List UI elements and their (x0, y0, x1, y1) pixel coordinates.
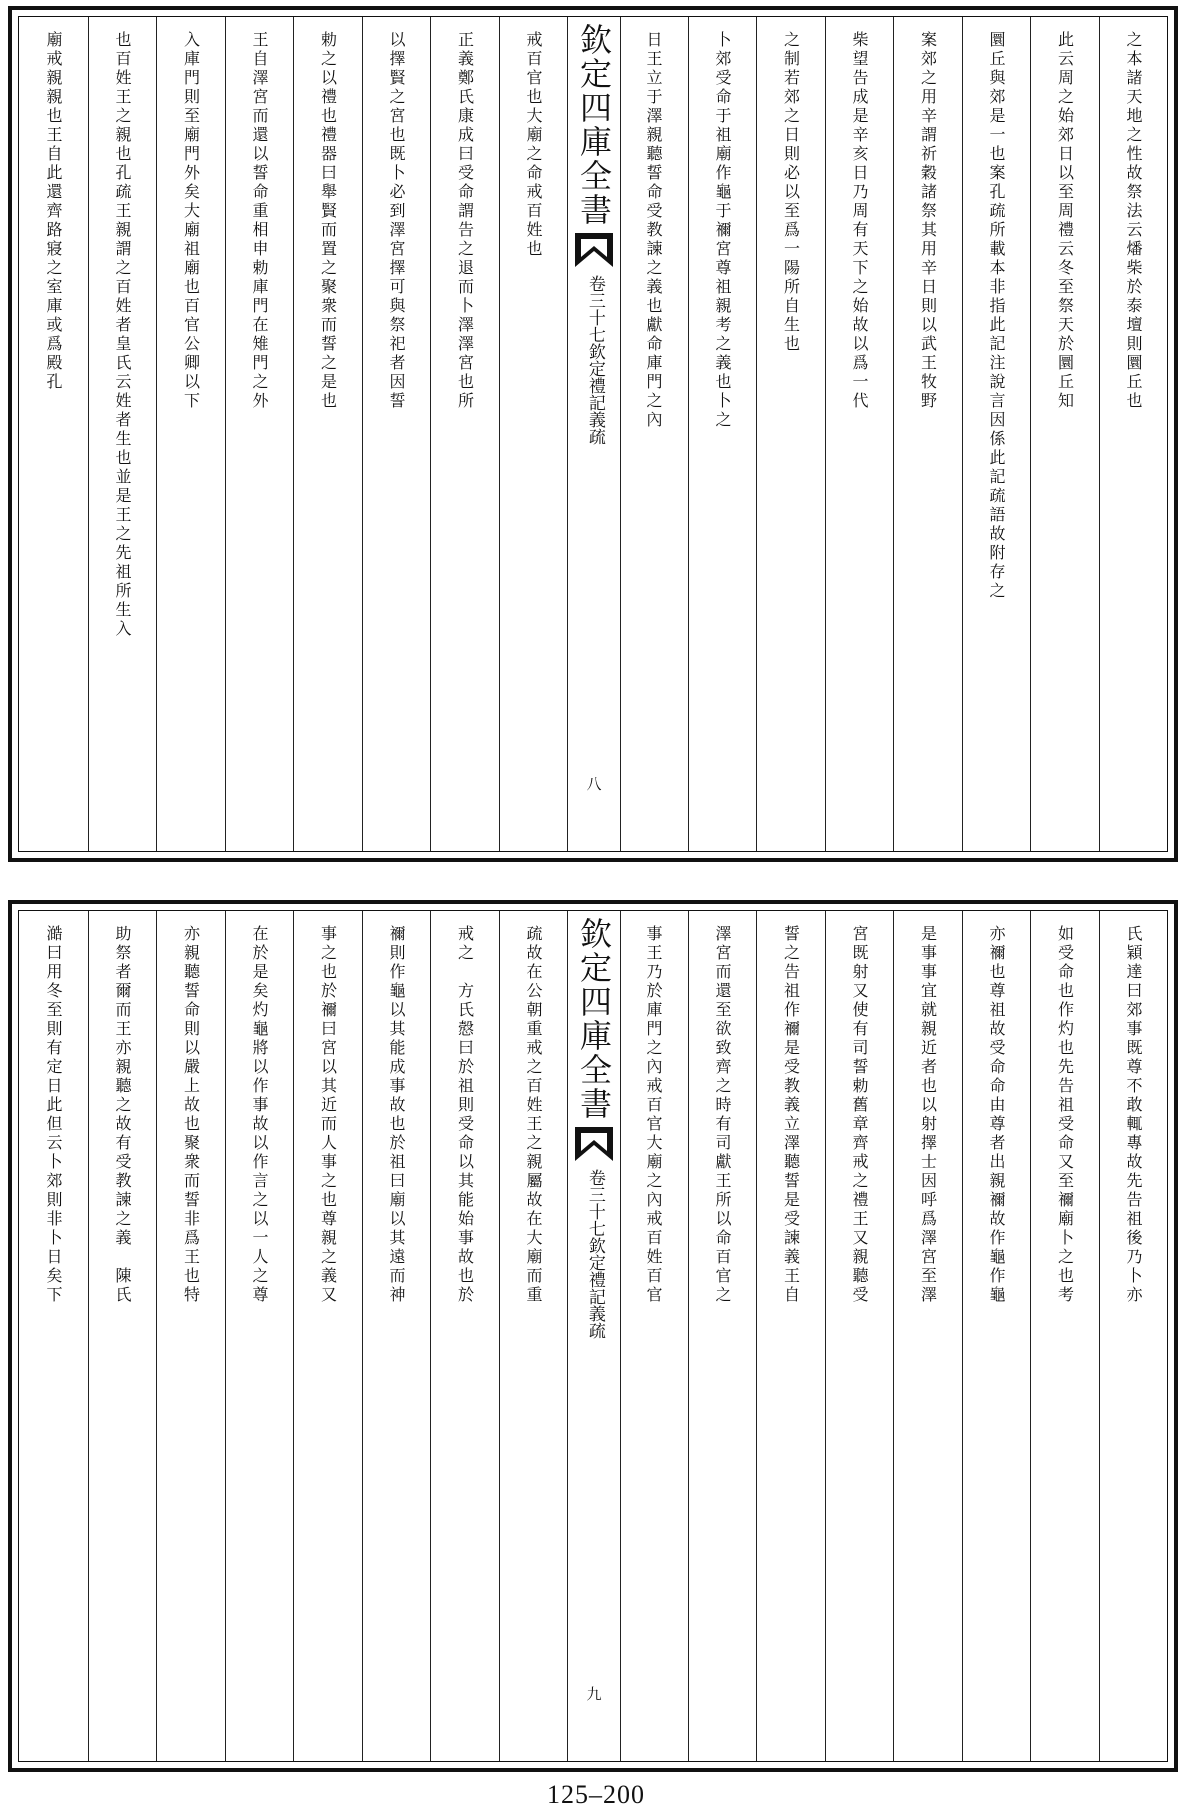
text-column (619, 911, 688, 1761)
column-text: 亦親聽誓命則以嚴上故也聚衆而誓非爲王也特 (181, 925, 201, 1305)
column-text: 在於是矣灼龜將以作事故以作言之以一人之尊 (250, 925, 270, 1305)
book-title: 欽定禮記義疏 (584, 343, 605, 445)
column-text: 疏故在公朝重戒之百姓王之親屬故在大廟而重 (524, 925, 544, 1305)
page-number: 125–200 (547, 1780, 645, 1809)
center-fold-column (567, 17, 621, 851)
text-column (19, 911, 88, 1761)
volume-number: 卷三十七 (584, 275, 605, 343)
column-text: 事之也於禰曰宮以其近而人事之也尊親之義又 (318, 925, 338, 1305)
top-page (8, 6, 1178, 862)
text-column (1099, 17, 1168, 851)
column-text: 如受命也作灼也先告祖受命又至禰廟卜之也考 (1055, 925, 1075, 1305)
column-text: 宮既射又使有司誓勅舊章齊戒之禮王又親聽受 (850, 925, 870, 1305)
text-column (293, 17, 362, 851)
column-text: 正義鄭氏康成曰受命謂告之退而卜澤澤宮也所 (455, 31, 475, 411)
column-text: 亦禰也尊祖故受命命由尊者出親禰故作龜作龜 (987, 925, 1007, 1305)
text-column (962, 911, 1031, 1761)
text-column (1030, 17, 1099, 851)
column-text: 之本諸天地之性故祭法云燔柴於泰壇則圜丘也 (1124, 31, 1144, 411)
text-column (1099, 911, 1168, 1761)
text-column (688, 17, 757, 851)
bottom-page (8, 900, 1178, 1772)
column-text: 案郊之用辛謂祈穀諸祭其用辛日則以武王牧野 (918, 31, 938, 411)
text-column (688, 911, 757, 1761)
text-column (19, 17, 88, 851)
text-column (619, 17, 688, 851)
text-column (225, 17, 294, 851)
column-text: 卜郊受命于祖廟作龜于禰宮尊祖親考之義也卜之 (713, 31, 733, 430)
text-column (962, 17, 1031, 851)
text-column (362, 17, 431, 851)
book-title: 欽定禮記義疏 (584, 1237, 605, 1339)
column-text: 王自澤宮而還以誓命重相申勅庫門在雉門之外 (250, 31, 270, 411)
column-text: 禰則作龜以其能成事故也於祖曰廟以其遠而神 (387, 925, 407, 1305)
text-column (756, 911, 825, 1761)
running-subtitle (585, 275, 603, 445)
text-column (825, 911, 894, 1761)
top-page-frame (18, 16, 1168, 852)
column-text: 誓之告祖作禰是受教義立澤聽誓是受諫義王自 (781, 925, 801, 1305)
column-text: 廟戒親親也王自此還齊路寢之室庫或爲殿孔 (44, 31, 64, 392)
running-subtitle (585, 1169, 603, 1339)
column-text: 戒之 方氏慤曰於祖則受命以其能始事故也於 (455, 925, 475, 1305)
text-column (756, 17, 825, 851)
running-title: 欽定四庫全書 (575, 917, 613, 1121)
volume-number: 卷三十七 (584, 1169, 605, 1237)
column-text: 也百姓王之親也孔疏王親謂之百姓者皇氏云姓者生也並是王之先祖所生入 (113, 31, 133, 639)
fishtail-mark-icon (573, 1125, 615, 1163)
text-column (156, 17, 225, 851)
column-text: 澔曰用冬至則有定日此但云卜郊則非卜日矣下 (44, 925, 64, 1305)
column-text: 是事事宜就親近者也以射擇士因呼爲澤宮至澤 (918, 925, 938, 1305)
text-column (88, 911, 157, 1761)
column-text: 入庫門則至廟門外矣大廟祖廟也百官公卿以下 (181, 31, 201, 411)
text-column (293, 911, 362, 1761)
text-column (499, 17, 568, 851)
column-text: 此云周之始郊日以至周禮云冬至祭天於圜丘知 (1055, 31, 1075, 411)
text-column (225, 911, 294, 1761)
text-column (156, 911, 225, 1761)
column-text: 事王乃於庫門之內戒百官大廟之內戒百姓百官 (644, 925, 664, 1305)
leaf-number: 八 (584, 776, 603, 791)
text-column (430, 911, 499, 1761)
bottom-page-frame (18, 910, 1168, 1762)
text-column (88, 17, 157, 851)
column-text: 勅之以禮也禮器曰舉賢而置之聚衆而誓之是也 (318, 31, 338, 411)
column-text: 助祭者爾而王亦親聽之故有受教諫之義 陳氏 (113, 925, 133, 1305)
leaf-number: 九 (584, 1686, 603, 1701)
column-text: 戒百官也大廟之命戒百姓也 (524, 31, 544, 259)
text-column (893, 17, 962, 851)
column-text: 柴望告成是辛亥日乃周有天下之始故以爲一代 (850, 31, 870, 411)
column-text: 圜丘與郊是一也案孔疏所載本非指此記注說言因係此記疏語故附存之 (987, 31, 1007, 601)
column-text: 氏穎達曰郊事既尊不敢輒專故先告祖後乃卜亦 (1124, 925, 1144, 1305)
text-column (893, 911, 962, 1761)
column-text: 澤宮而還至欲致齊之時有司獻王所以命百官之 (713, 925, 733, 1305)
text-column (825, 17, 894, 851)
running-title: 欽定四庫全書 (575, 23, 613, 227)
text-column (499, 911, 568, 1761)
center-fold-column (567, 911, 621, 1761)
text-column (1030, 911, 1099, 1761)
text-column (362, 911, 431, 1761)
fishtail-mark-icon (573, 231, 615, 269)
column-text: 之制若郊之日則必以至爲一陽所自生也 (781, 31, 801, 354)
column-text: 以擇賢之宮也既卜必到澤宮擇可與祭祀者因誓 (387, 31, 407, 411)
text-column (430, 17, 499, 851)
column-text: 日王立于澤親聽誓命受教諫之義也獻命庫門之內 (644, 31, 664, 430)
